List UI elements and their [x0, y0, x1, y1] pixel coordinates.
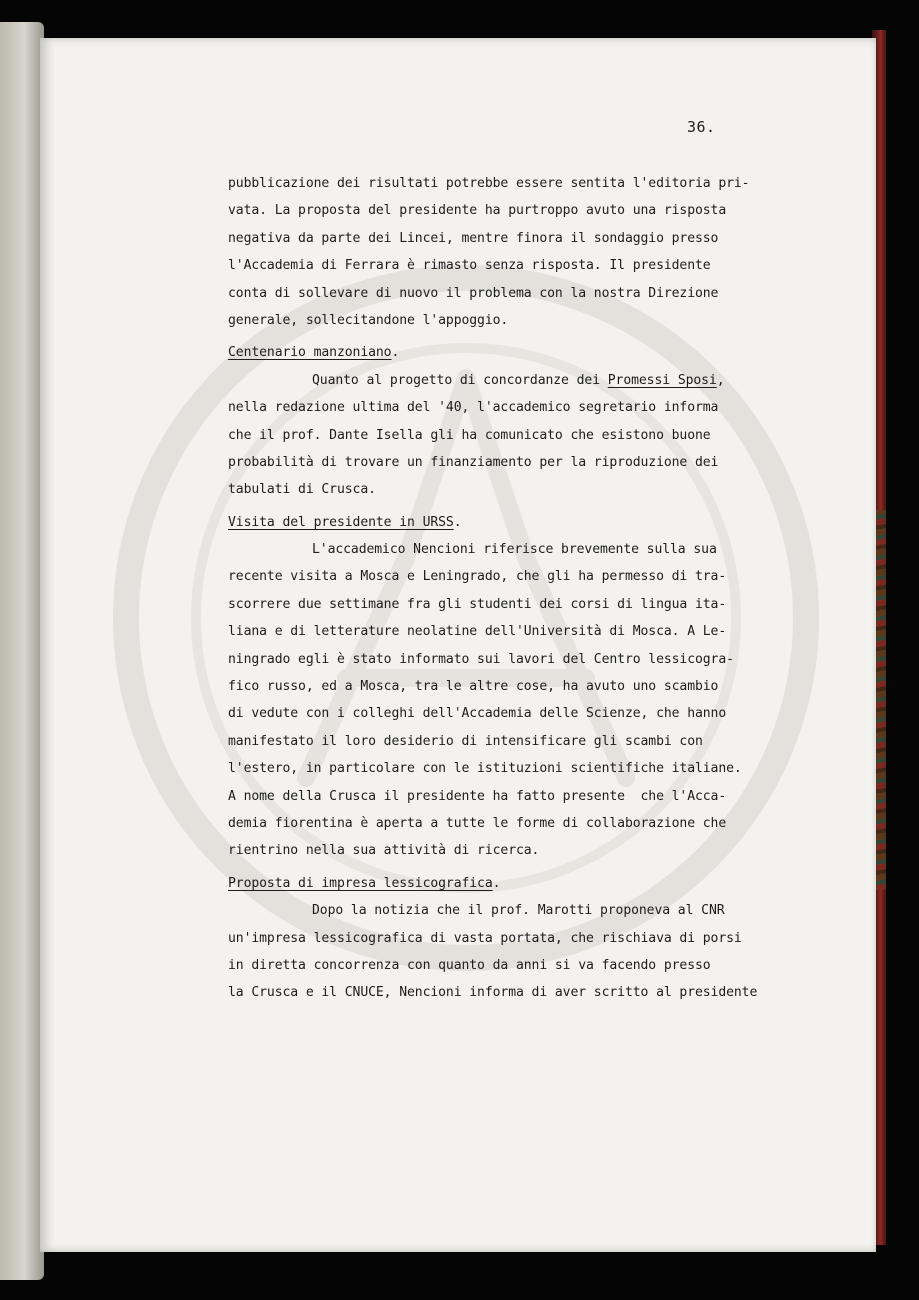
text-line: fico russo, ed a Mosca, tra le altre cose, ha avuto uno scambio — [228, 679, 719, 695]
left-page-edge — [0, 22, 44, 1280]
text-line: in diretta concorrenza con quanto da anni si va facendo presso — [228, 957, 711, 973]
text-line: nella redazione ultima del '40, l'accademico segretario informa — [228, 400, 719, 416]
text-line: rientrino nella sua attività di ricerca. — [228, 843, 540, 859]
text-line: un'impresa lessicografica di vasta portata, che rischiava di porsi — [228, 930, 742, 946]
text-line: di vedute con i colleghi dell'Accademia delle Scienze, che hanno — [228, 706, 727, 722]
text-line: demia fiorentina è aperta a tutte le forme di collaborazione che — [228, 815, 727, 831]
text-line: A nome della Crusca il presidente ha fatto presente che l'Acca- — [228, 788, 727, 804]
section-heading-centenario: Centenario manzoniano. — [228, 345, 400, 361]
text-line: che il prof. Dante Isella gli ha comunicato che esistono buone — [228, 427, 711, 443]
text-line: vata. La proposta del presidente ha purtroppo avuto una risposta — [228, 203, 727, 219]
text-line: negativa da parte dei Lincei, mentre finora il sondaggio presso — [228, 230, 719, 246]
text-line: probabilità di trovare un finanziamento per la riproduzione dei — [228, 454, 719, 470]
section-heading-proposta: Proposta di impresa lessicografica. — [228, 875, 501, 891]
text-line: manifestato il loro desiderio di intensificare gli scambi con — [228, 733, 703, 749]
text-line: l'estero, in particolare con le istituzioni scientifiche italiane. — [228, 761, 742, 777]
text-line: scorrere due settimane fra gli studenti dei corsi di lingua ita- — [228, 596, 727, 612]
text-line: tabulati di Crusca. — [228, 482, 376, 498]
text-line: conta di sollevare di nuovo il problema con la nostra Direzione — [228, 285, 719, 301]
body-text — [228, 170, 768, 1007]
text-line: liana e di letterature neolatine dell'Università di Mosca. A Le- — [228, 624, 727, 640]
page-number: 36. — [687, 118, 716, 136]
document-page — [40, 38, 876, 1252]
text-line: l'Accademia di Ferrara è rimasto senza risposta. Il presidente — [228, 258, 711, 274]
text-line: L'accademico Nencioni riferisce brevemente sulla sua — [312, 542, 717, 558]
text-line: generale, sollecitandone l'appoggio. — [228, 312, 509, 328]
section-heading-visita: Visita del presidente in URSS. — [228, 514, 462, 530]
text-line: pubblicazione dei risultati potrebbe essere sentita l'editoria pri- — [228, 176, 750, 191]
text-line: Dopo la notizia che il prof. Marotti proponeva al CNR — [312, 903, 725, 919]
text-line: la Crusca e il CNUCE, Nencioni informa di aver scritto al presidente — [228, 985, 758, 1001]
text-line: Quanto al progetto di concordanze dei Promessi Sposi, — [312, 372, 725, 388]
text-line: ningrado egli è stato informato sui lavori del Centro lessicogra- — [228, 651, 734, 667]
book-title: Promessi Sposi — [607, 372, 717, 388]
text-line: recente visita a Mosca e Leningrado, che gli ha permesso di tra- — [228, 569, 727, 585]
